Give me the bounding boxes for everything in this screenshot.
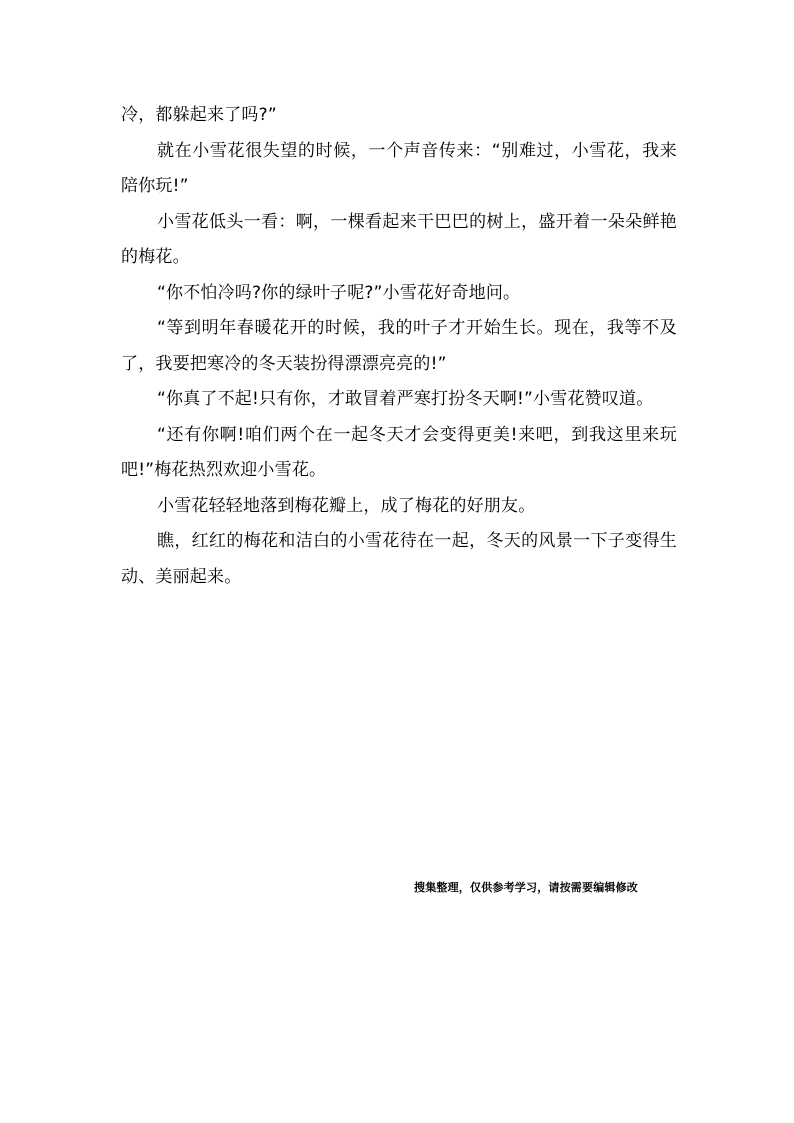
paragraph-6: “你真了不起!只有你，才敢冒着严寒打扮冬天啊!”小雪花赞叹道。 [157,389,654,409]
paragraph-9: 瞧，红红的梅花和洁白的小雪花待在一起，冬天的风景一下子变得生动、美丽起来。 [121,531,677,587]
paragraph-1: 冷，都躲起来了吗?” [121,105,277,125]
paragraph-3: 小雪花低头一看：啊，一棵看起来干巴巴的树上，盛开着一朵朵鲜艳的梅花。 [121,211,677,267]
paragraph-5: “等到明年春暖花开的时候，我的叶子才开始生长。现在，我等不及了，我要把寒冷的冬天装扮得漂漂亮亮的!” [121,318,677,374]
paragraph-2: 就在小雪花很失望的时候，一个声音传来：“别难过，小雪花，我来陪你玩!” [121,140,677,196]
footer-note: 搜集整理，仅供参考学习，请按需要编辑修改 [414,881,638,894]
paragraph-7: “还有你啊!咱们两个在一起冬天才会变得更美!来吧，到我这里来玩吧!”梅花热烈欢迎小雪花。 [121,424,677,480]
paragraph-4: “你不怕冷吗?你的绿叶子呢?”小雪花好奇地问。 [157,282,521,303]
story-body [121,98,677,595]
paragraph-8: 小雪花轻轻地落到梅花瓣上，成了梅花的好朋友。 [157,495,536,516]
